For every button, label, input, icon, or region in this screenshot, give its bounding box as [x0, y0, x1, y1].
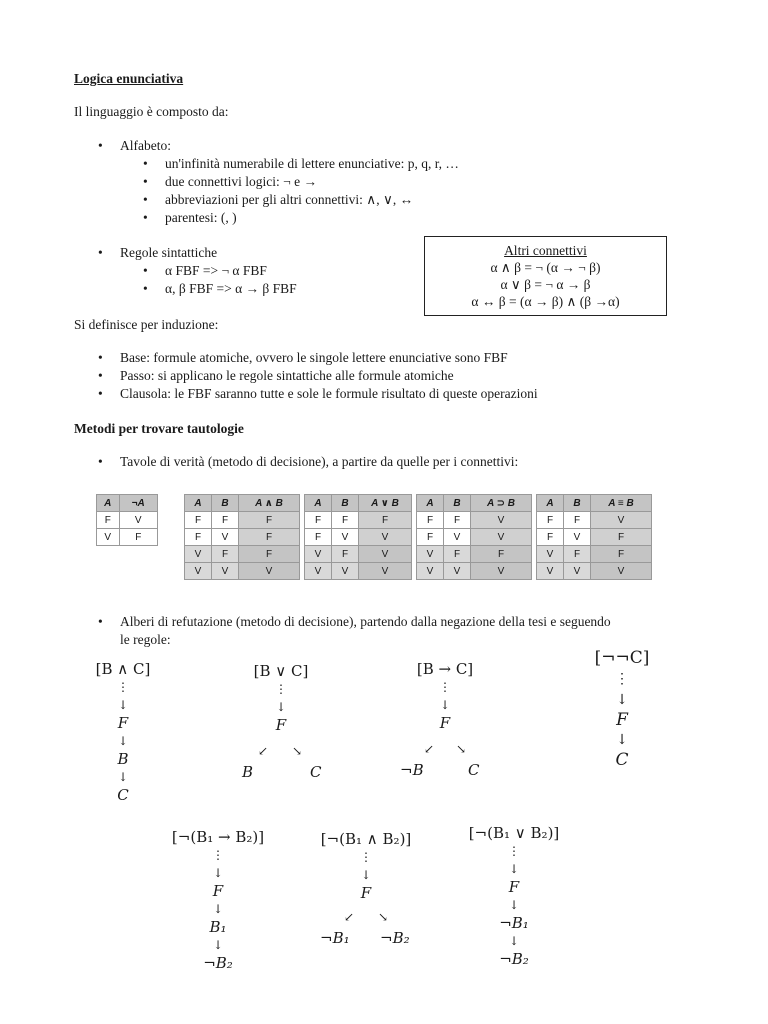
table-cell: V — [305, 546, 332, 563]
vdots-icon: ⋮ — [615, 671, 629, 687]
alfabeto-item: • due connettivi logici: ¬ e → — [165, 173, 317, 191]
arrow-down-icon: ↓ — [508, 934, 520, 948]
arrow-down-icon: ↓ — [212, 866, 224, 880]
table-cell: V — [359, 563, 412, 580]
tree-leaf-left: ¬B₁ — [320, 929, 350, 947]
tree-node: F — [275, 716, 287, 734]
table-cell: V — [537, 546, 564, 563]
table-cell: F — [332, 546, 359, 563]
table-cell: V — [185, 546, 212, 563]
tree-node: B₁ — [209, 918, 227, 936]
table-header: B — [444, 495, 471, 512]
arrow-down-icon: ↓ — [439, 698, 451, 712]
tree-node: F — [439, 714, 451, 732]
truth-table-neg — [96, 494, 158, 546]
table-cell: F — [212, 512, 239, 529]
table-cell: V — [359, 546, 412, 563]
box-title: Altri connettivi — [504, 243, 587, 258]
tree-negneg — [582, 648, 662, 770]
table-header: A — [185, 495, 212, 512]
table-cell: V — [332, 529, 359, 546]
table-cell: F — [97, 512, 120, 529]
table-cell: V — [444, 529, 471, 546]
table-cell: V — [444, 563, 471, 580]
table-cell: V — [471, 563, 532, 580]
table-header: A ≡ B — [591, 495, 652, 512]
arrow-down-icon: ↓ — [275, 700, 287, 714]
table-header: B — [564, 495, 591, 512]
tree-root: [B ∧ C] — [95, 660, 151, 678]
table-header: B — [212, 495, 239, 512]
arrow-sw-icon: ↙ — [424, 742, 435, 756]
tree-node: C — [117, 786, 129, 804]
table-cell: V — [212, 563, 239, 580]
metodi-title: Metodi per trovare tautologie — [74, 421, 244, 436]
regole-item: • α, β FBF => α → β FBF — [165, 280, 297, 298]
tree-node: F — [616, 710, 628, 730]
arrow-se-icon: ↘ — [378, 910, 389, 924]
tavole-text: • Tavole di verità (metodo di decisione), a partire da quelle per i connettivi: — [120, 453, 518, 471]
table-cell: F — [119, 529, 157, 546]
tree-root: [B ∨ C] — [253, 662, 309, 680]
alberi-text-2: le regole: — [120, 632, 171, 647]
table-cell: F — [537, 512, 564, 529]
table-cell: F — [185, 512, 212, 529]
arrow-down-icon: ↓ — [117, 734, 129, 748]
alfabeto-label: • Alfabeto: — [120, 137, 171, 155]
tree-node: ¬B₂ — [203, 954, 233, 972]
tree-leaf-right: C — [310, 763, 322, 781]
table-cell: F — [239, 529, 300, 546]
table-cell: V — [471, 512, 532, 529]
box-line: α ∨ β = ¬ α → β — [500, 277, 591, 292]
table-cell: F — [564, 512, 591, 529]
table-cell: F — [417, 512, 444, 529]
table-cell: V — [185, 563, 212, 580]
tree-negand — [310, 830, 422, 902]
arrow-down-icon: ↓ — [117, 770, 129, 784]
table-cell: V — [591, 563, 652, 580]
table-cell: V — [564, 529, 591, 546]
tree-negimp — [160, 828, 276, 972]
arrow-down-icon: ↓ — [508, 898, 520, 912]
table-cell: F — [239, 512, 300, 529]
regole-label: • Regole sintattiche — [120, 244, 217, 262]
table-cell: V — [417, 563, 444, 580]
table-cell: F — [444, 512, 471, 529]
arrow-down-icon: ↓ — [508, 862, 520, 876]
table-cell: V — [537, 563, 564, 580]
truth-table-imp — [416, 494, 532, 580]
tree-node: ¬B₁ — [499, 914, 529, 932]
tree-root: [¬(B₁ ∧ B₂)] — [320, 830, 412, 848]
alfabeto-item: • parentesi: (, ) — [165, 209, 237, 227]
vdots-icon: ⋮ — [360, 850, 372, 864]
truth-table-eq — [536, 494, 652, 580]
table-cell: V — [97, 529, 120, 546]
table-cell: F — [537, 529, 564, 546]
arrow-down-icon: ↓ — [212, 938, 224, 952]
table-cell: F — [332, 512, 359, 529]
tree-leaf-right: ¬B₂ — [380, 929, 410, 947]
tree-negor — [456, 824, 572, 968]
arrow-down-icon: ↓ — [212, 902, 224, 916]
table-cell: V — [417, 546, 444, 563]
table-header: B — [332, 495, 359, 512]
table-cell: F — [417, 529, 444, 546]
vdots-icon: ⋮ — [212, 848, 224, 862]
table-header: A — [417, 495, 444, 512]
table-header: A — [97, 495, 120, 512]
tree-root: [B → C] — [416, 660, 474, 678]
arrow-se-icon: ↘ — [456, 742, 467, 756]
table-cell: F — [185, 529, 212, 546]
alfabeto-item: • abbreviazioni per gli altri connettivi: ∧, ∨, ↔ — [165, 191, 413, 209]
table-cell: V — [212, 529, 239, 546]
tree-imp — [400, 660, 490, 732]
arrow-sw-icon: ↙ — [344, 910, 355, 924]
arrow-down-icon: ↓ — [616, 732, 628, 748]
induzione-item: • Passo: si applicano le regole sintattiche alle formule atomiche — [120, 367, 454, 385]
table-cell: V — [591, 512, 652, 529]
table-cell: F — [564, 546, 591, 563]
table-cell: V — [332, 563, 359, 580]
arrow-down-icon: ↓ — [616, 692, 628, 708]
vdots-icon: ⋮ — [439, 680, 451, 694]
tree-node: F — [117, 714, 129, 732]
table-cell: F — [305, 512, 332, 529]
tree-node: F — [508, 878, 520, 896]
table-cell: V — [564, 563, 591, 580]
table-cell: F — [591, 529, 652, 546]
table-header: A — [537, 495, 564, 512]
regole-item: • α FBF => ¬ α FBF — [165, 262, 267, 280]
page-title: Logica enunciativa — [74, 71, 184, 86]
table-header: A — [305, 495, 332, 512]
induzione-label: Si definisce per induzione: — [74, 317, 219, 332]
table-cell: V — [471, 529, 532, 546]
table-header: A ∧ B — [239, 495, 300, 512]
intro-text: Il linguaggio è composto da: — [74, 104, 229, 119]
table-cell: F — [239, 546, 300, 563]
tree-leaf-right: C — [468, 761, 480, 779]
tree-or — [236, 662, 326, 734]
tree-node: B — [117, 750, 129, 768]
table-cell: V — [239, 563, 300, 580]
table-cell: F — [212, 546, 239, 563]
table-cell: V — [119, 512, 157, 529]
tree-leaf-left: ¬B — [400, 761, 424, 779]
tree-root: [¬¬C] — [594, 648, 650, 668]
tree-root: [¬(B₁ ∨ B₂)] — [468, 824, 560, 842]
alberi-text-1: • Alberi di refutazione (metodo di decisione), partendo dalla negazione della tesi e seguendo — [120, 613, 611, 631]
table-header: A ∨ B — [359, 495, 412, 512]
table-cell: F — [359, 512, 412, 529]
vdots-icon: ⋮ — [117, 680, 129, 694]
tree-node: F — [360, 884, 372, 902]
table-cell: F — [305, 529, 332, 546]
vdots-icon: ⋮ — [508, 844, 520, 858]
box-line: α ↔ β = (α → β) ∧ (β →α) — [471, 294, 620, 309]
alfabeto-item: • un'infinità numerabile di lettere enunciative: p, q, r, … — [165, 155, 459, 173]
arrow-down-icon: ↓ — [117, 698, 129, 712]
altri-connettivi-box — [424, 236, 667, 316]
truth-table-and — [184, 494, 300, 580]
table-header: ¬A — [119, 495, 157, 512]
tree-node: ¬B₂ — [499, 950, 529, 968]
arrow-se-icon: ↘ — [292, 744, 303, 758]
arrow-down-icon: ↓ — [360, 868, 372, 882]
truth-table-or — [304, 494, 412, 580]
tree-root: [¬(B₁ → B₂)] — [171, 828, 265, 846]
table-cell: F — [444, 546, 471, 563]
tree-node: F — [212, 882, 224, 900]
tree-node: C — [615, 750, 629, 770]
table-cell: V — [359, 529, 412, 546]
tree-and — [78, 660, 168, 804]
table-cell: F — [471, 546, 532, 563]
induzione-item: • Clausola: le FBF saranno tutte e sole le formule risultato di queste operazioni — [120, 385, 538, 403]
table-header: A ⊃ B — [471, 495, 532, 512]
tree-leaf-left: B — [242, 763, 254, 781]
table-cell: V — [305, 563, 332, 580]
arrow-sw-icon: ↙ — [258, 744, 269, 758]
induzione-item: • Base: formule atomiche, ovvero le singole lettere enunciative sono FBF — [120, 349, 508, 367]
table-cell: F — [591, 546, 652, 563]
vdots-icon: ⋮ — [275, 682, 287, 696]
box-line: α ∧ β = ¬ (α → ¬ β) — [490, 260, 601, 275]
